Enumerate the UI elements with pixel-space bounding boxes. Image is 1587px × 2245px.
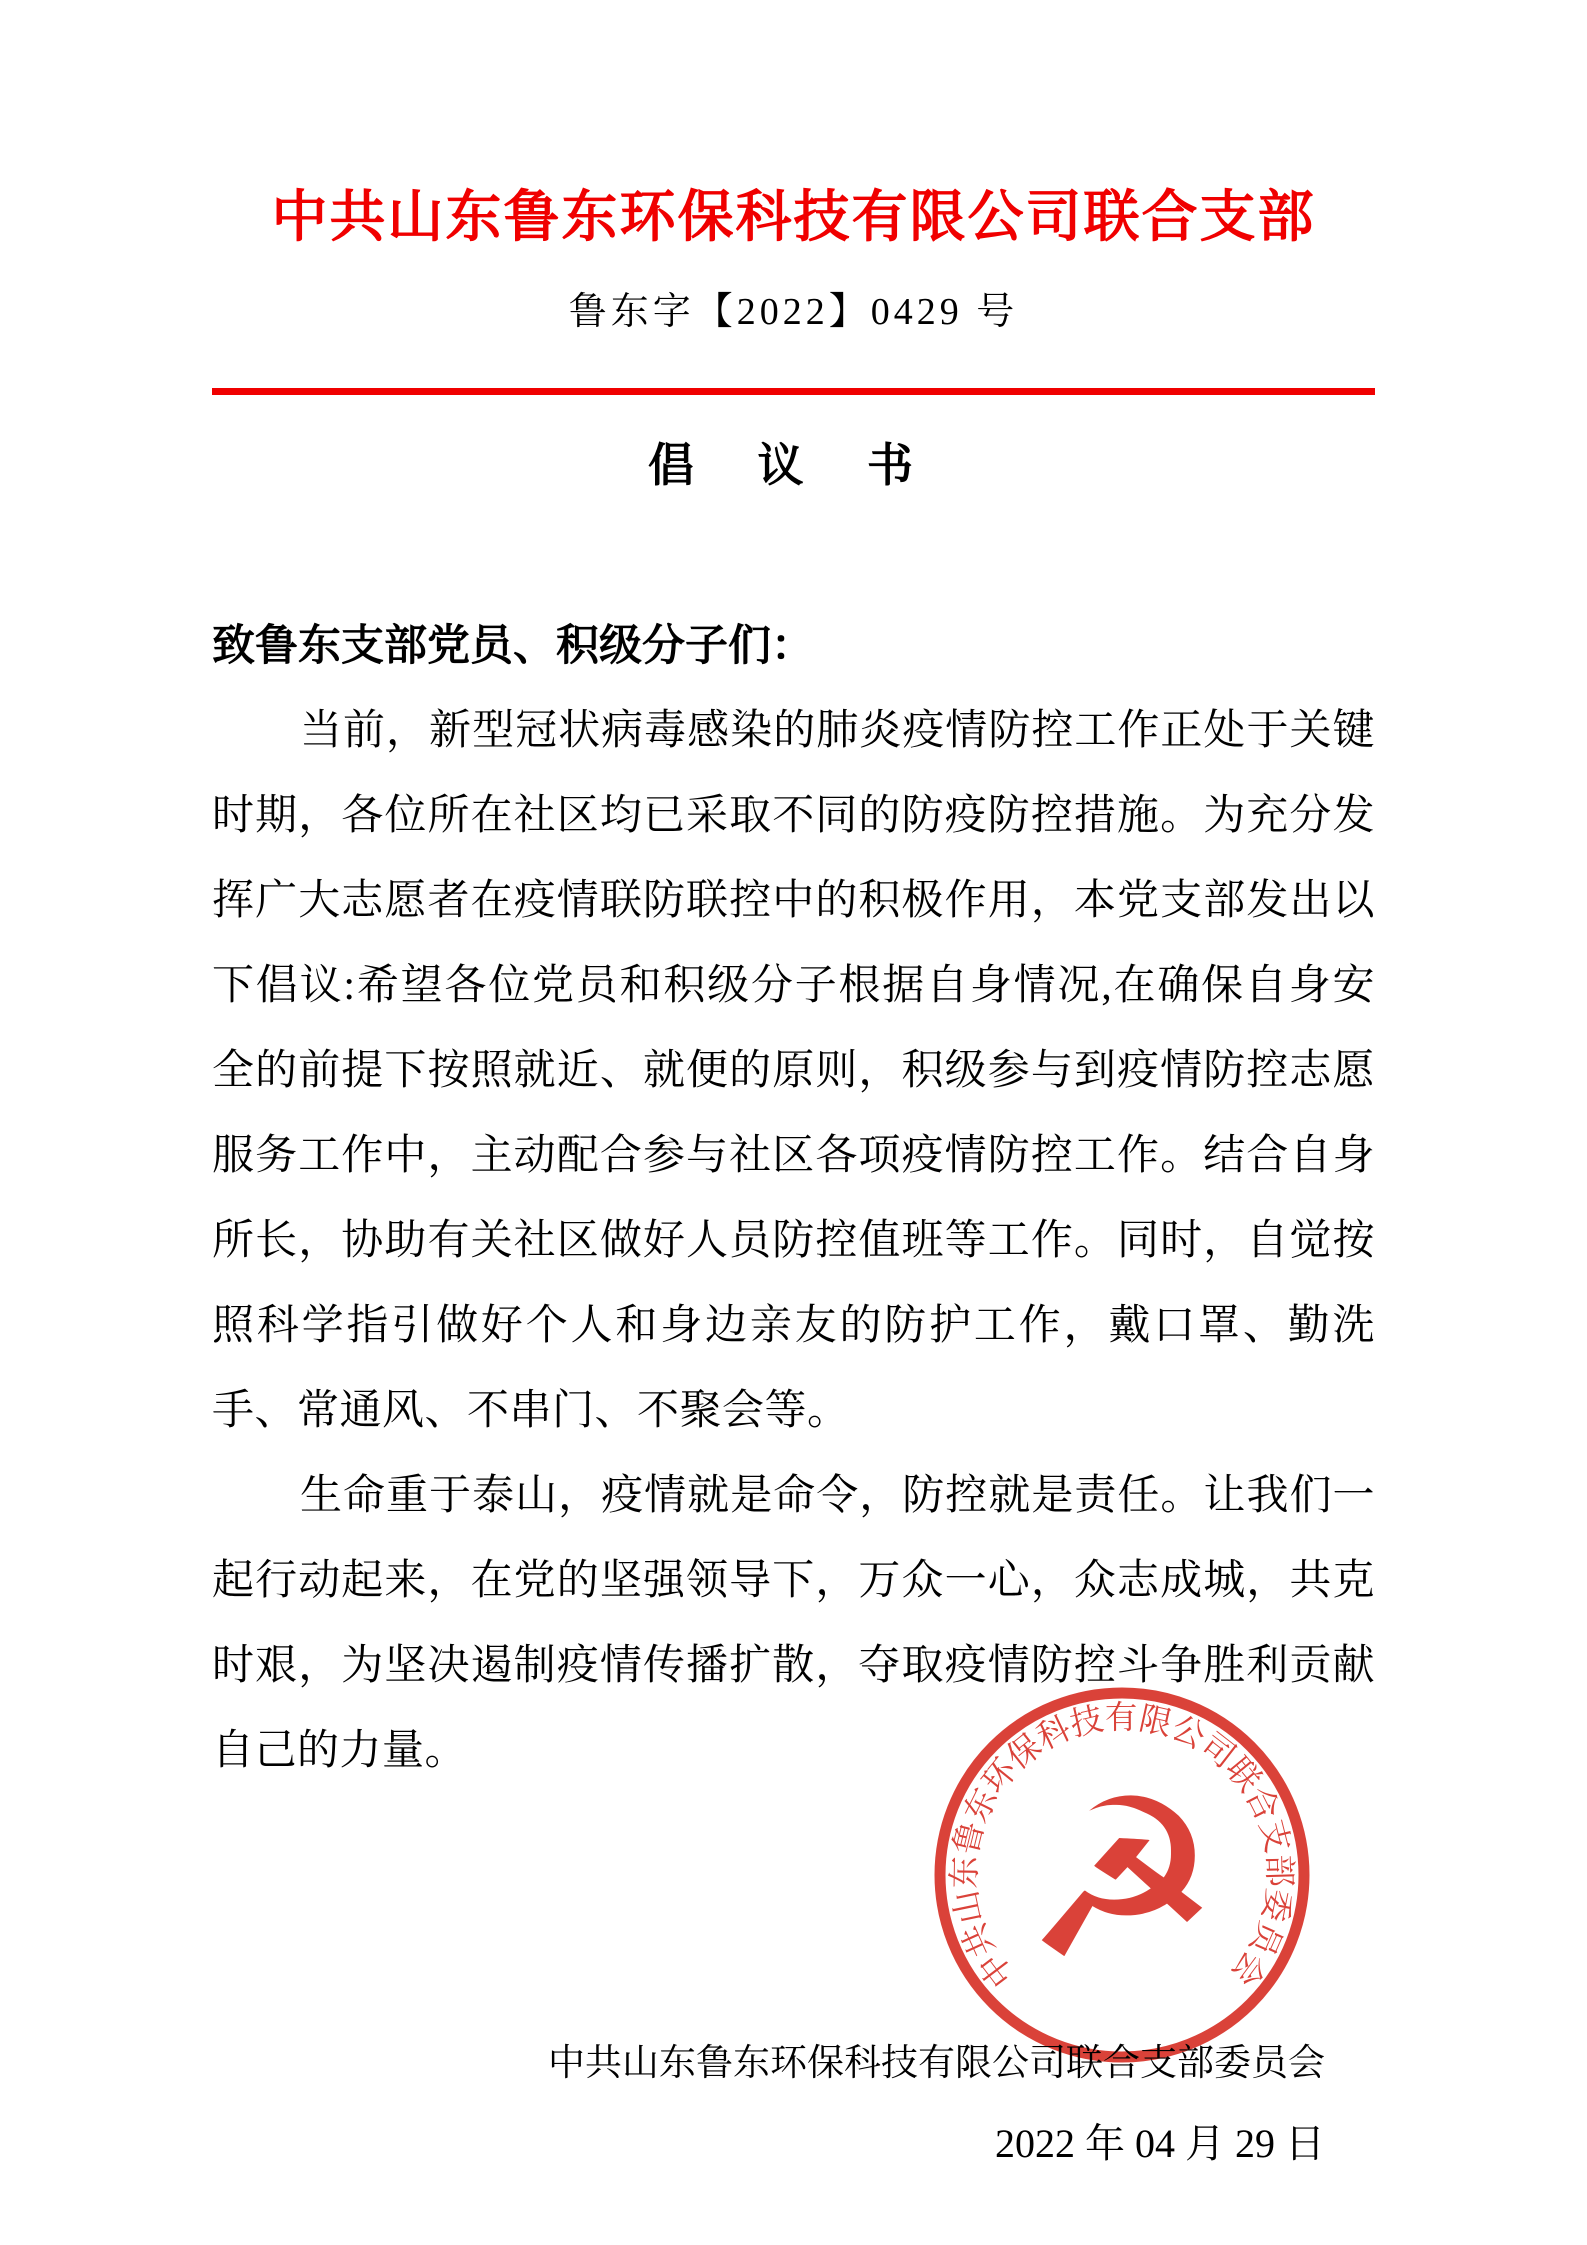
- hammer-and-sickle-icon: ☭: [1023, 1752, 1221, 2008]
- document-header-title: 中共山东鲁东环保科技有限公司联合支部: [271, 187, 1316, 249]
- document-reference-number: 鲁东字【2022】0429 号: [568, 291, 1019, 334]
- body-paragraph-1: 当前，新型冠状病毒感染的肺炎疫情防控工作正处于关键时期，各位所在社区均已采取不同的防疫防控措施。为充分发挥广大志愿者在疫情联防联控中的积极作用，本党支部发出以下倡议:希望各位党员和积级分子根据自身情况,在确保自身安全的前提下按照就近、就便的原则，积级参与到疫情防控志愿服务工作中，主动配合参与社区各项疫情防控工作。结合自身所长，协助有关社区做好人员防控值班等工作。同时，自觉按照科学指引做好个人和身边亲友的防护工作，戴口罩、勤洗手、常通风、不串门、不聚会等。: [212, 707, 1375, 1434]
- signature-line: 中共山东鲁东环保科技有限公司联合支部委员会: [548, 2042, 1325, 2084]
- salutation-line: 致鲁东支部党员、积级分子们：: [212, 622, 814, 670]
- seal-ring-text: 中共山东鲁东环保科技有限公司联合支部委员会: [947, 1700, 1297, 1994]
- body-paragraph-2: 生命重于泰山，疫情就是命令，防控就是责任。让我们一起行动起来，在党的坚强领导下，万众一心，众志成城，共克时艰，为坚决遏制疫情传播扩散，夺取疫情防控斗争胜利贡献自己的力量。: [212, 1472, 1375, 1774]
- date-line: 2022 年 04 月 29 日: [995, 2120, 1325, 2166]
- document-body: [212, 604, 1375, 1794]
- official-seal: [922, 1675, 1322, 2075]
- document-title: 倡 议 书: [648, 439, 939, 491]
- red-divider-line: [212, 388, 1375, 395]
- signature-block: [0, 2034, 1587, 2174]
